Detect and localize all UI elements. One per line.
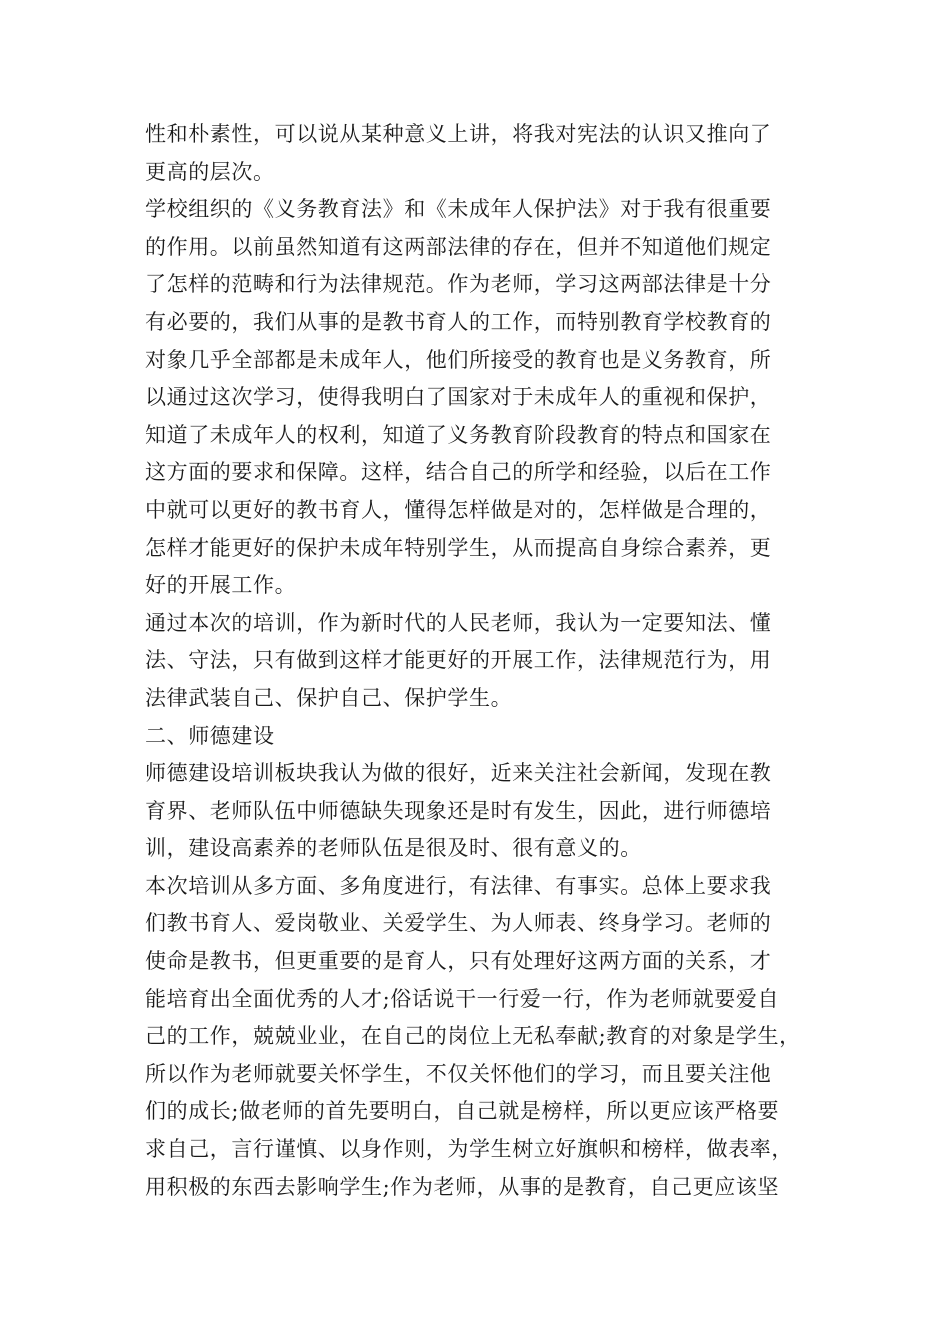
- text-line: 对象几乎全部都是未成年人，他们所接受的教育也是义务教育，所: [145, 347, 772, 372]
- text-line: 知道了未成年人的权利，知道了义务教育阶段教育的特点和国家在: [145, 422, 772, 447]
- text-line: 师德建设培训板块我认为做的很好，近来关注社会新闻，发现在教: [145, 761, 772, 786]
- text-line: 以通过这次学习，使得我明白了国家对于未成年人的重视和保护，: [145, 385, 772, 410]
- document-body: [145, 116, 809, 1206]
- text-line: 们教书育人、爱岗敬业、关爱学生、为人师表、终身学习。老师的: [145, 911, 772, 936]
- text-line: 的作用。以前虽然知道有这两部法律的存在，但并不知道他们规定: [145, 234, 772, 259]
- text-line: 育界、老师队伍中师德缺失现象还是时有发生，因此，进行师德培: [145, 798, 772, 823]
- text-line: 通过本次的培训，作为新时代的人民老师，我认为一定要知法、懂: [145, 610, 772, 635]
- text-line: 性和朴素性，可以说从某种意义上讲，将我对宪法的认识又推向了: [145, 122, 772, 146]
- text-line: 本次培训从多方面、多角度进行，有法律、有事实。总体上要求我: [145, 873, 772, 898]
- section-heading: 二、师德建设: [145, 723, 275, 748]
- text-line: 有必要的，我们从事的是教书育人的工作，而特别教育学校教育的: [145, 309, 772, 334]
- text-line: 们的成长;做老师的首先要明白，自己就是榜样，所以更应该严格要: [145, 1099, 780, 1124]
- text-line: 所以作为老师就要关怀学生，不仅关怀他们的学习，而且要关注他: [145, 1061, 772, 1086]
- text-line: 中就可以更好的教书育人，懂得怎样做是对的，怎样做是合理的，: [145, 497, 772, 522]
- text-line: 己的工作，兢兢业业，在自己的岗位上无私奉献;教育的对象是学生，: [145, 1024, 801, 1049]
- text-line: 怎样才能更好的保护未成年特别学生，从而提高自身综合素养，更: [145, 535, 772, 560]
- text-line: 了怎样的范畴和行为法律规范。作为老师，学习这两部法律是十分: [145, 272, 772, 297]
- text-line: 求自己，言行谨慎、以身作则，为学生树立好旗帜和榜样，做表率，: [145, 1137, 793, 1162]
- text-line: 更高的层次。: [145, 159, 275, 184]
- text-line: 法、守法，只有做到这样才能更好的开展工作，法律规范行为，用: [145, 648, 772, 673]
- text-line: 好的开展工作。: [145, 573, 297, 598]
- text-line: 训，建设高素养的老师队伍是很及时、很有意义的。: [145, 836, 642, 861]
- text-line: 用积极的东西去影响学生;作为老师，从事的是教育，自己更应该坚: [145, 1174, 780, 1199]
- text-line: 这方面的要求和保障。这样，结合自己的所学和经验，以后在工作: [145, 460, 772, 485]
- text-line: 学校组织的《义务教育法》和《未成年人保护法》对于我有很重要: [145, 197, 772, 222]
- text-line: 使命是教书，但更重要的是育人，只有处理好这两方面的关系，才: [145, 949, 772, 974]
- text-line: 能培育出全面优秀的人才;俗话说干一行爱一行，作为老师就要爱自: [145, 986, 780, 1011]
- text-line: 法律武装自己、保护自己、保护学生。: [145, 685, 513, 710]
